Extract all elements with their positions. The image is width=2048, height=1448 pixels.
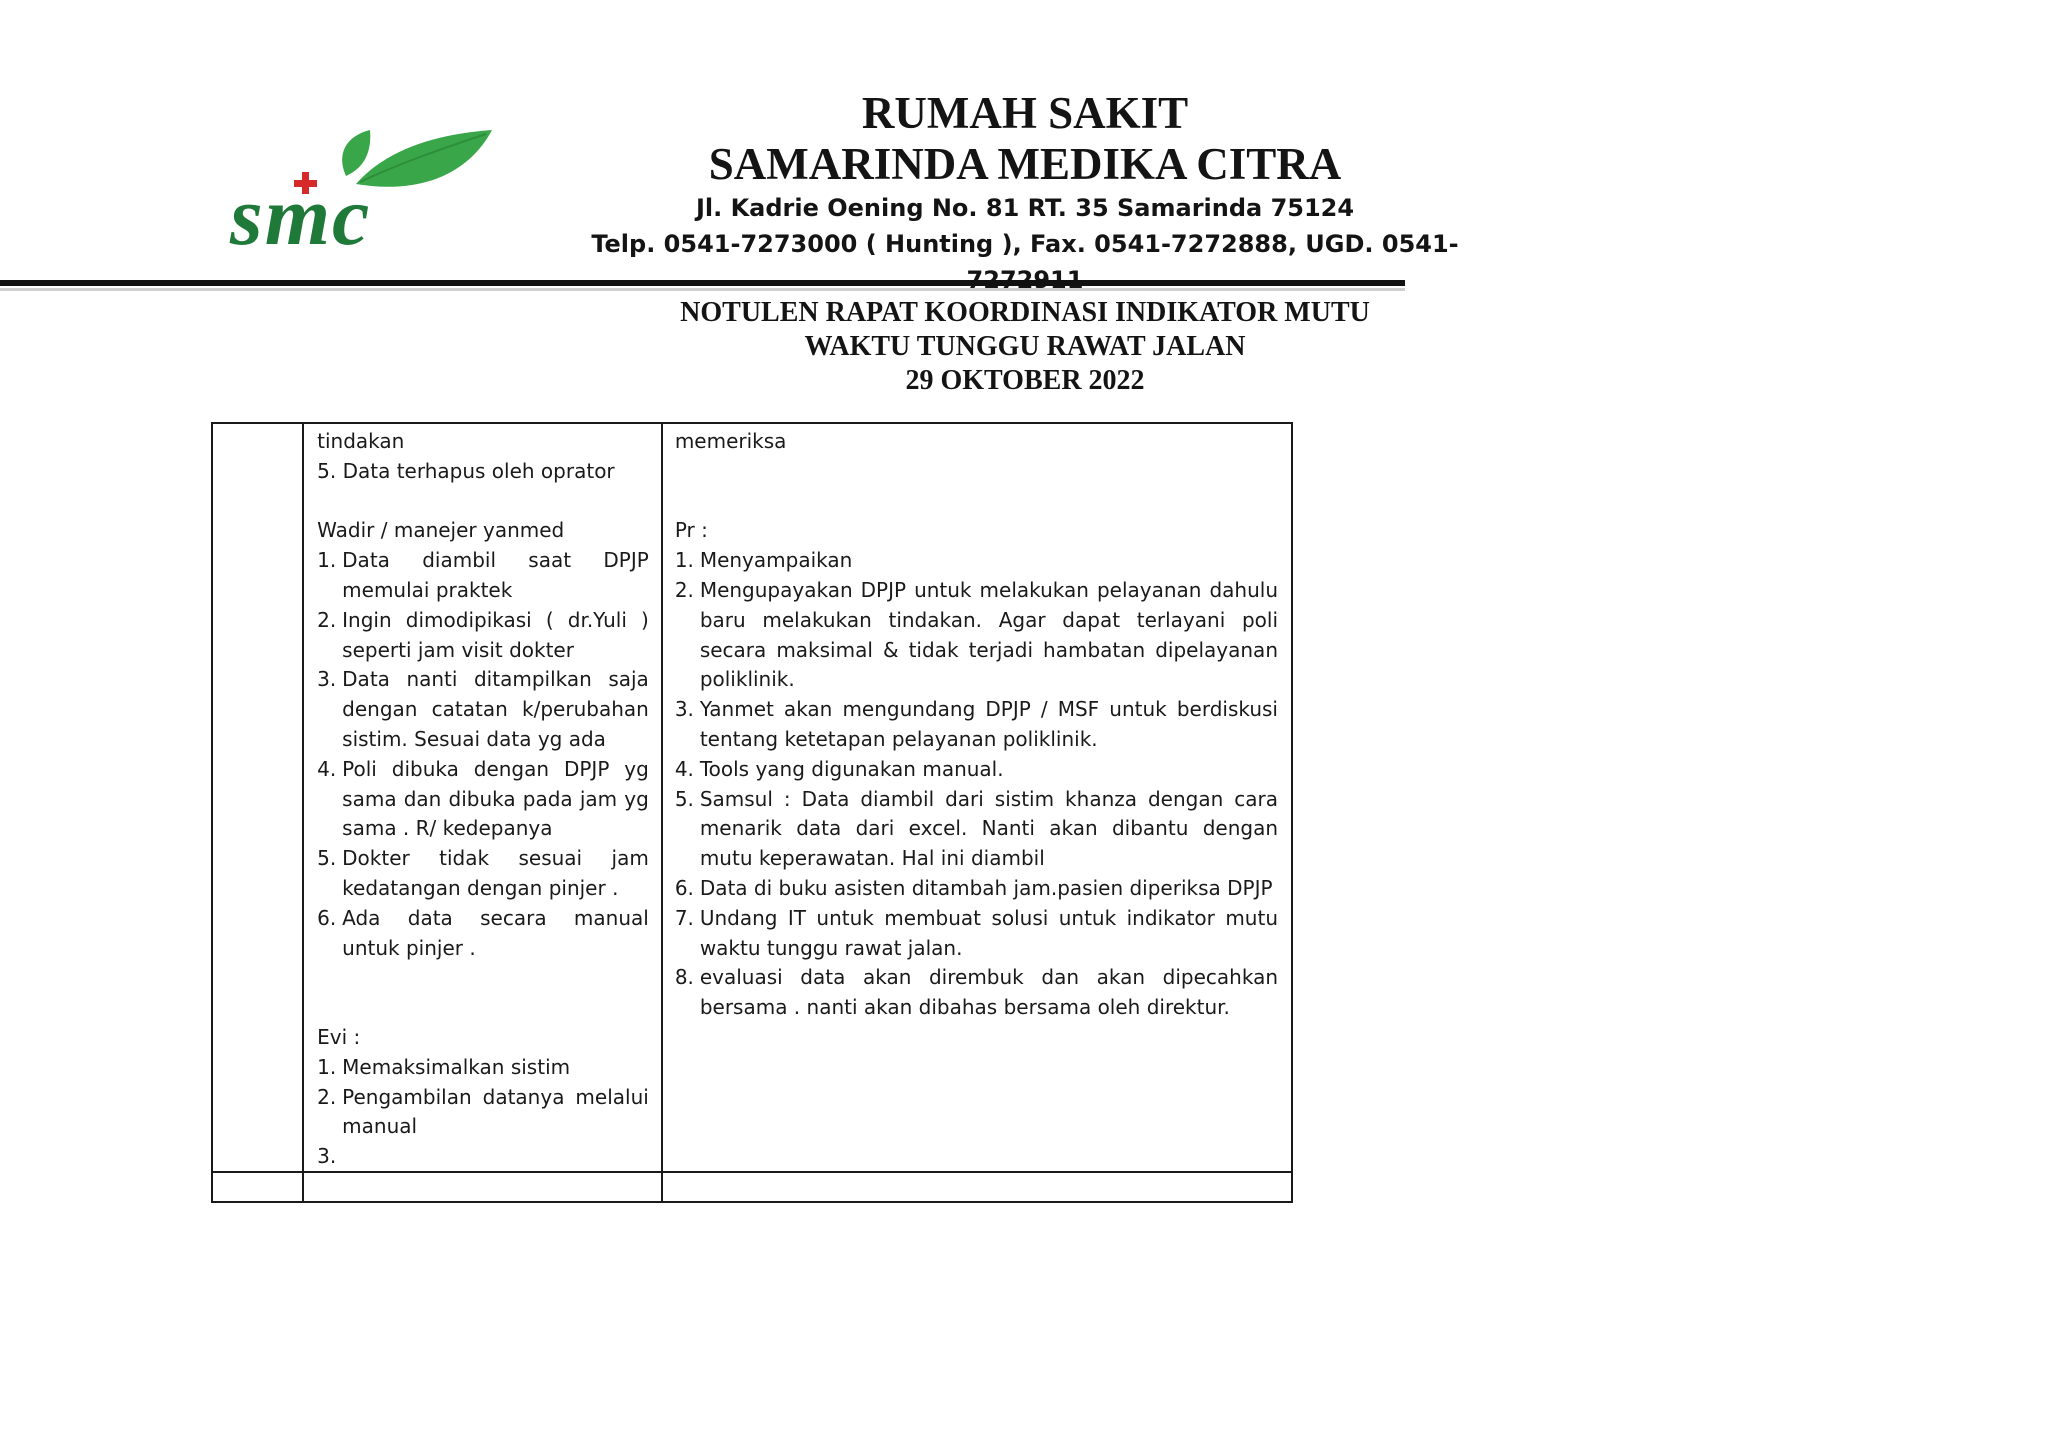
spacer (675, 457, 1278, 517)
hospital-title-line-2: SAMARINDA MEDIKA CITRA (708, 139, 1342, 189)
document-title (600, 296, 1450, 398)
list-item: 2. Mengupayakan DPJP untuk melakukan pelayanan dahulu baru melakukan tindakan. Agar dapat terlayani poli secara maksimal & tidak terjadi hambatan dipelayanan poliklinik. (674, 577, 1278, 692)
minutes-table (211, 422, 1293, 1203)
document-title-line-2: WAKTU TUNGGU RAWAT JALAN (804, 331, 1246, 362)
list-item: 5. Dokter tidak sesuai jam kedatangan dengan pinjer . (317, 846, 649, 900)
section-heading-wadir: Wadir / manejer yanmed (317, 518, 565, 543)
list-item: 2. Ingin dimodipikasi ( dr.Yuli ) seperti jam visit dokter (317, 607, 649, 662)
list-item: 8. evaluasi data akan dirembuk dan akan dipecahkan bersama . nanti akan dibahas bersama oleh direktur. (674, 965, 1278, 1020)
document-date: 29 OKTOBER 2022 (905, 365, 1145, 396)
continuation-text: memeriksa (674, 429, 787, 453)
table-cell-empty (212, 1172, 303, 1202)
hospital-phone: Telp. 0541-7273000 ( Hunting ), Fax. 0541-7272888, UGD. 0541- (591, 230, 1459, 258)
list-item: 2. Pengambilan datanya melalui manual (317, 1084, 649, 1139)
hospital-title-line-1: RUMAH SAKIT (861, 88, 1189, 138)
table-cell-number (212, 423, 303, 1172)
list-item: 7. Undang IT untuk membuat solusi untuk indikator mutu waktu tunggu rawat jalan. (674, 905, 1278, 960)
evi-list: 1. Memaksimalkan sistim 2. Pengambilan datanya melalui manual 3. (317, 1054, 649, 1169)
list-item: 1. Menyampaikan (674, 548, 853, 573)
smc-logo (228, 118, 498, 258)
spacer (317, 963, 649, 1023)
list-item: 4. Poli dibuka dengan DPJP yg sama dan dibuka pada jam yg sama . R/ kedepanya (317, 756, 649, 841)
table-cell-followup (662, 423, 1292, 1172)
list-item: 1. Memaksimalkan sistim (317, 1054, 571, 1079)
table-row-empty (212, 1172, 1292, 1202)
hospital-address: Jl. Kadrie Oening No. 81 RT. 35 Samarinda 75124 (695, 194, 1355, 222)
list-item: 6. Ada data secara manual untuk pinjer . (317, 905, 649, 960)
table-row (212, 423, 1292, 1172)
logo-wordmark: smc (230, 170, 372, 258)
table-cell-empty (662, 1172, 1292, 1202)
document-title-line-1: NOTULEN RAPAT KOORDINASI INDIKATOR MUTU (680, 297, 1370, 328)
continuation-item: 5. Data terhapus oleh oprator (317, 458, 615, 483)
section-heading-pr: Pr : (674, 518, 708, 543)
list-item: 1. Data diambil saat DPJP memulai praktek (317, 548, 649, 602)
pr-list (675, 546, 1278, 1023)
continuation-text: tindakan (317, 429, 405, 453)
hospital-name (620, 88, 1430, 190)
letterhead-divider (0, 280, 1405, 286)
wadir-list (317, 546, 649, 963)
list-item: 3. Data nanti ditampilkan saja dengan catatan k/perubahan sistim. Sesuai data yg ada (317, 667, 649, 751)
table-cell-discussion (303, 423, 662, 1172)
list-item: 6. Data di buku asisten ditambah jam.pasien diperiksa DPJP (674, 875, 1273, 900)
list-item: 3. Yanmet akan mengundang DPJP / MSF untuk berdiskusi tentang ketetapan pelayanan poliklinik. (674, 697, 1278, 751)
list-item: 5. Samsul : Data diambil dari sistim khanza dengan cara menarik data dari excel. Nanti akan dibantu dengan mutu keperawatan. Hal ini diambil (674, 786, 1278, 871)
list-item: 4. Tools yang digunakan manual. (674, 756, 1004, 781)
spacer (317, 487, 649, 517)
table-cell-empty (303, 1172, 662, 1202)
letterhead-divider-shadow (0, 288, 1405, 291)
section-heading-evi: Evi : (317, 1024, 361, 1049)
